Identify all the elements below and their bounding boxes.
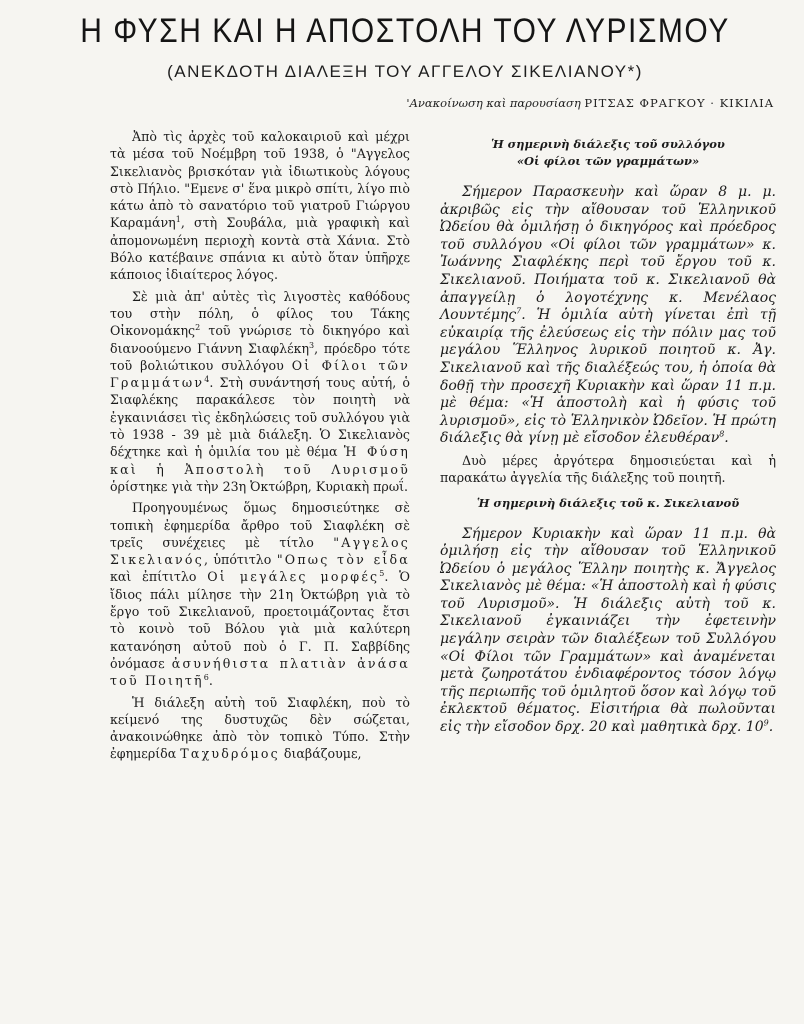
p1-text: Ἀπὸ τὶς ἀρχὲς τοῦ καλοκαιριοῦ καὶ μέχρι τὰ μέσα τοῦ Νοέμβρη τοῦ 1938, ὁ "Αγγελος Σικελιανὸς βρισκόταν γιὰ ἰδιωτικοὺς λόγους στὸ Πήλιο. "Εμενε σ' ἕνα μικρὸ σπίτι, λίγο πιὸ κάτω ἀπὸ τὸ σανατόριο τοῦ γιατροῦ Γιώργου Καραμάνη	[110, 129, 410, 231]
credit-prefix: 'Ανακοίνωση καὶ παρουσίαση	[406, 96, 581, 110]
footnote-6: 6	[203, 673, 209, 683]
quote2-end: .	[768, 719, 774, 736]
p3-a: Προηγουμένως ὅμως δημοσιεύτηκε σὲ τοπικὴ ἐφημερίδα ἄρθρο τοῦ Σιαφλέκη σὲ τρεῖς συνέχειες μὲ τίτλο	[110, 500, 410, 550]
p2-d: . Στὴ συνάντησή τους αὐτή, ὁ Σιαφλέκης παρακάλεσε τὸν ποιητὴ νὰ ἐγκαινιάσει τὶς ἐκδηλώσεις τοῦ συλλόγου γιὰ τὸ 1938 - 39 μὲ μιὰ διάλεξη. Ὁ Σικελιανὸς δέχτηκε καὶ ἡ ὁμιλία του μὲ θέμα	[110, 375, 410, 460]
footnote-5: 5	[379, 569, 385, 579]
p4-b: διαβάζουμε,	[283, 746, 362, 762]
heading-1-line-2: «Οἱ φίλοι τῶν γραμμάτων»	[516, 154, 700, 168]
page-subtitle: (ΑΝΕΚΔΟΤΗ ΔΙΑΛΕΞΗ ΤΟΥ ΑΓΓΕΛΟΥ ΣΙΚΕΛΙΑΝΟΥ*)	[167, 62, 643, 81]
footnote-1: 1	[175, 215, 181, 225]
p2-b: τοῦ γνώρισε τὸ δικηγόρο καὶ διανοούμενο Γιάννη Σιαφλέκη	[110, 323, 410, 356]
article-subtitle: "Οπως τὸν εἶδα	[276, 552, 410, 568]
page-title: Η ΦΥΣΗ ΚΑΙ Η ΑΠΟΣΤΟΛΗ ΤΟΥ ΛΥΡΙΣΜΟΥ	[80, 12, 730, 50]
article-title: "Αγγελος Σικελιανός	[110, 534, 410, 568]
paragraph-1	[110, 128, 410, 284]
quote2-text: Σήμερον Κυριακὴν καὶ ὥραν 11 π.μ. θὰ ὁμιλήσῃ εἰς τὴν αἴθουσαν τοῦ Ἑλληνικοῦ Ὠδείου ὁ μεγάλος Ἕλλην ποιητὴς κ. Ἄγγελος Σικελιανὸς μὲ θέμα: «Ἡ ἀποστολὴ καὶ ἡ φύσις τοῦ Λυρισμοῦ». Ἡ διάλεξις αὐτὴ τοῦ κ. Σικελιανοῦ ἐγκαινιάζει τὴν ἐφετεινὴν μεγάλην σειρὰν τῶν διαλέξεων τοῦ Συλλόγου «Οἱ Φίλοι τῶν Γραμμάτων» καὶ ἀναμένεται μετὰ ζωηροτάτου ἐνδιαφέροντος τόσον λόγῳ τῆς περιωπῆς τοῦ ὁμιλητοῦ ὅσον καὶ λόγῳ τοῦ ἐκλεκτοῦ θέματος. Εἰσιτήρια θὰ πωλοῦνται εἰς τὴν εἴσοδον δρχ. 20 καὶ μαθητικὰ δρχ. 10	[440, 525, 776, 736]
paragraph-3: Προηγουμένως ὅμως δημοσιεύτηκε σὲ τοπικὴ ἐφημερίδα ἄρθρο τοῦ Σιαφλέκη σὲ τρεῖς συνέχειες μὲ τίτλο "Αγγελος Σικελιανός, ὑπότιτλο "Οπως τὸν εἶδα καὶ ἐπίτιτλο Οἱ μεγάλες μορφές$^5$. Ὁ ἴδιος πάλι μίλησε τὴν 21η Ὀκτώβρη γιὰ τὸ ἔργο τοῦ Σικελιανοῦ, προετοιμάζοντας ἔτσι τὸ κοινὸ τοῦ Βόλου γιὰ μιὰ καλύτερη κατανόηση αὐτοῦ ποὺ ὁ Γ. Π. Σαββίδης ὀνόμασε ἀσυνήθιστα πλατιὰν ἀνάσα τοῦ Ποιητῆ$^6$.	[110, 500, 410, 689]
footnote-3: 3	[309, 340, 315, 350]
paragraph-2	[110, 288, 410, 496]
p3-d: . Ὁ ἴδιος πάλι μίλησε τὴν 21η Ὀκτώβρη γιὰ τὸ ἔργο τοῦ Σικελιανοῦ, προετοιμάζοντας ἔτσι τὸ κοινὸ τοῦ Βόλου γιὰ μιὰ καλύτερη κατανόηση αὐτοῦ ποὺ ὁ Γ. Π. Σαββίδης ὀνόμασε	[110, 569, 410, 671]
p3-c: καὶ ἐπίτιτλο	[110, 569, 197, 585]
left-column	[110, 128, 410, 767]
p2-e: ὁρίστηκε γιὰ τὴν 23η Ὀκτώβρη, Κυριακὴ πρωΐ.	[110, 478, 409, 494]
footnote-9: 9	[763, 718, 769, 728]
bridge-paragraph: Δυὸ μέρες ἀργότερα δημοσιεύεται καὶ ἡ παρακάτω ἀγγελία τῆς διάλεξης τοῦ ποιητῆ.	[440, 452, 776, 486]
announcement-text-1: Σήμερον Παρασκευὴν καὶ ὥραν 8 μ. μ. ἀκριβῶς εἰς τὴν αἴθουσαν τοῦ Ἑλληνικοῦ Ὠδείου θὰ ὁμιλήσῃ ὁ δικηγόρος καὶ πρόεδρος τοῦ συλλόγου «Οἱ φίλοι τῶν γραμμάτων» κ. Ἰωάννης Σιαφλέκης περὶ τοῦ ἔργου τοῦ κ. Σικελιανοῦ. Ποιήματα τοῦ κ. Σικελιανοῦ θὰ ἀπαγγείλῃ ὁ λογοτέχνης κ. Μενέλαος Λουντέμης$^7$. Ἡ ὁμιλία αὐτὴ γίνεται ἐπὶ τῇ εὐκαιρίᾳ τῆς ἐλεύσεως εἰς τὴν πόλιν μας τοῦ μεγάλου Ἕλληνος λυρικοῦ ποιητοῦ κ. Ἀγ. Σικελιανοῦ καὶ τῆς διαλέξεώς του, ἡ ὁποία θὰ δοθῇ τὴν προσεχῆ Κυριακὴν καὶ ὥραν 11 π.μ. μὲ θέμα: «Ἡ ἀποστολὴ καὶ ἡ φύσις τοῦ λυρισμοῦ», εἰς τὸ Ἑλληνικὸν Ὠδεῖον. Ἡ πρώτη διάλεξις θὰ γίνῃ μὲ εἴσοδον ἐλευθέραν$^8$.	[440, 184, 776, 447]
footnote-2: 2	[195, 323, 201, 333]
lecture-topic: Ἡ Φύση καὶ ἡ Ἀποστολὴ τοῦ Λυρισμοῦ	[110, 444, 410, 477]
heading-1-line-1: Ἡ σημερινὴ διάλεξις τοῦ συλλόγου	[491, 137, 725, 151]
p3-b: , ὑπότιτλο	[203, 552, 272, 568]
p2-c: , πρόεδρο τότε τοῦ βολιώτικου συλλόγου	[110, 340, 410, 373]
quote1-b: . Ἡ ὁμιλία αὐτὴ γίνεται ἐπὶ τῇ εὐκαιρίᾳ τῆς ἐλεύσεως εἰς τὴν πόλιν μας τοῦ μεγάλου Ἕλληνος λυρικοῦ ποιητοῦ κ. Ἀγ. Σικελιανοῦ καὶ τῆς διαλέξεώς του, ἡ ὁποία θὰ δοθῇ τὴν προσεχῆ Κυριακὴν καὶ ὥραν 11 π.μ. μὲ θέμα: «Ἡ ἀποστολὴ καὶ ἡ φύσις τοῦ λυρισμοῦ», εἰς τὸ Ἑλληνικὸν Ὠδεῖον. Ἡ πρώτη διάλεξις θὰ γίνῃ μὲ εἴσοδον ἐλευθέραν	[440, 307, 776, 447]
footnote-4: 4	[204, 374, 210, 384]
p1-end: , στὴ Σουβάλα, μιὰ γραφικὴ καὶ ἀπομονωμένη περιοχὴ κοντὰ στὰ Χάνια. Στὸ Βόλο κατέβαινε σπάνια κι αὐτὸ ὅταν ὑπῆρχε κάποιος ἰδιαίτερος λόγος.	[110, 215, 410, 283]
p2-a: Σὲ μιὰ ἀπ' αὐτὲς τὶς λιγοστὲς καθόδους του στὴν πόλη, ὁ φίλος του Τάκης Οἰκονομάκης	[110, 288, 410, 339]
credit-name: ΡΙΤΣΑΣ ΦΡΑΓΚΟΥ · ΚΙΚΙΛΙΑ	[584, 96, 774, 110]
announcement-heading-2: Ἡ σημερινὴ διάλεξις τοῦ κ. Σικελιανοῦ	[476, 495, 740, 510]
club-name: Οἱ Φίλοι τῶν Γραμμάτων	[110, 357, 410, 391]
savvidis-quote: ἀσυνήθιστα πλατιὰν ἀνάσα τοῦ Ποιητῆ	[110, 655, 410, 689]
footnote-8: 8	[719, 429, 725, 439]
right-column	[440, 128, 776, 741]
paragraph-4	[110, 694, 410, 763]
quote1-a: Σήμερον Παρασκευὴν καὶ ὥραν 8 μ. μ. ἀκριβῶς εἰς τὴν αἴθουσαν τοῦ Ἑλληνικοῦ Ὠδείου θὰ ὁμιλήσῃ ὁ δικηγόρος καὶ πρόεδρος τοῦ συλλόγου «Οἱ φίλοι τῶν γραμμάτων» κ. Ἰωάννης Σιαφλέκης περὶ τοῦ ἔργου τοῦ κ. Σικελιανοῦ. Ποιήματα τοῦ κ. Σικελιανοῦ θὰ ἀπαγγείλῃ ὁ λογοτέχνης κ. Μενέλαος Λουντέμης	[440, 184, 776, 324]
p4-a: Ἡ διάλεξη αὐτὴ τοῦ Σιαφλέκη, ποὺ τὸ κείμενό της δυστυχῶς δὲν σώζεται, ἀνακοινώθηκε ἀπὸ τὸν τοπικὸ Τύπο. Στὴν ἐφημερίδα	[110, 694, 410, 762]
article-epititle: Οἱ μεγάλες μορφές	[207, 569, 380, 585]
announcement-text-2	[440, 526, 776, 737]
footnote-7: 7	[516, 306, 522, 316]
newspaper-name: Ταχυδρόμος	[180, 746, 280, 762]
credit-line	[406, 96, 774, 110]
announcement-heading-1	[440, 136, 776, 170]
